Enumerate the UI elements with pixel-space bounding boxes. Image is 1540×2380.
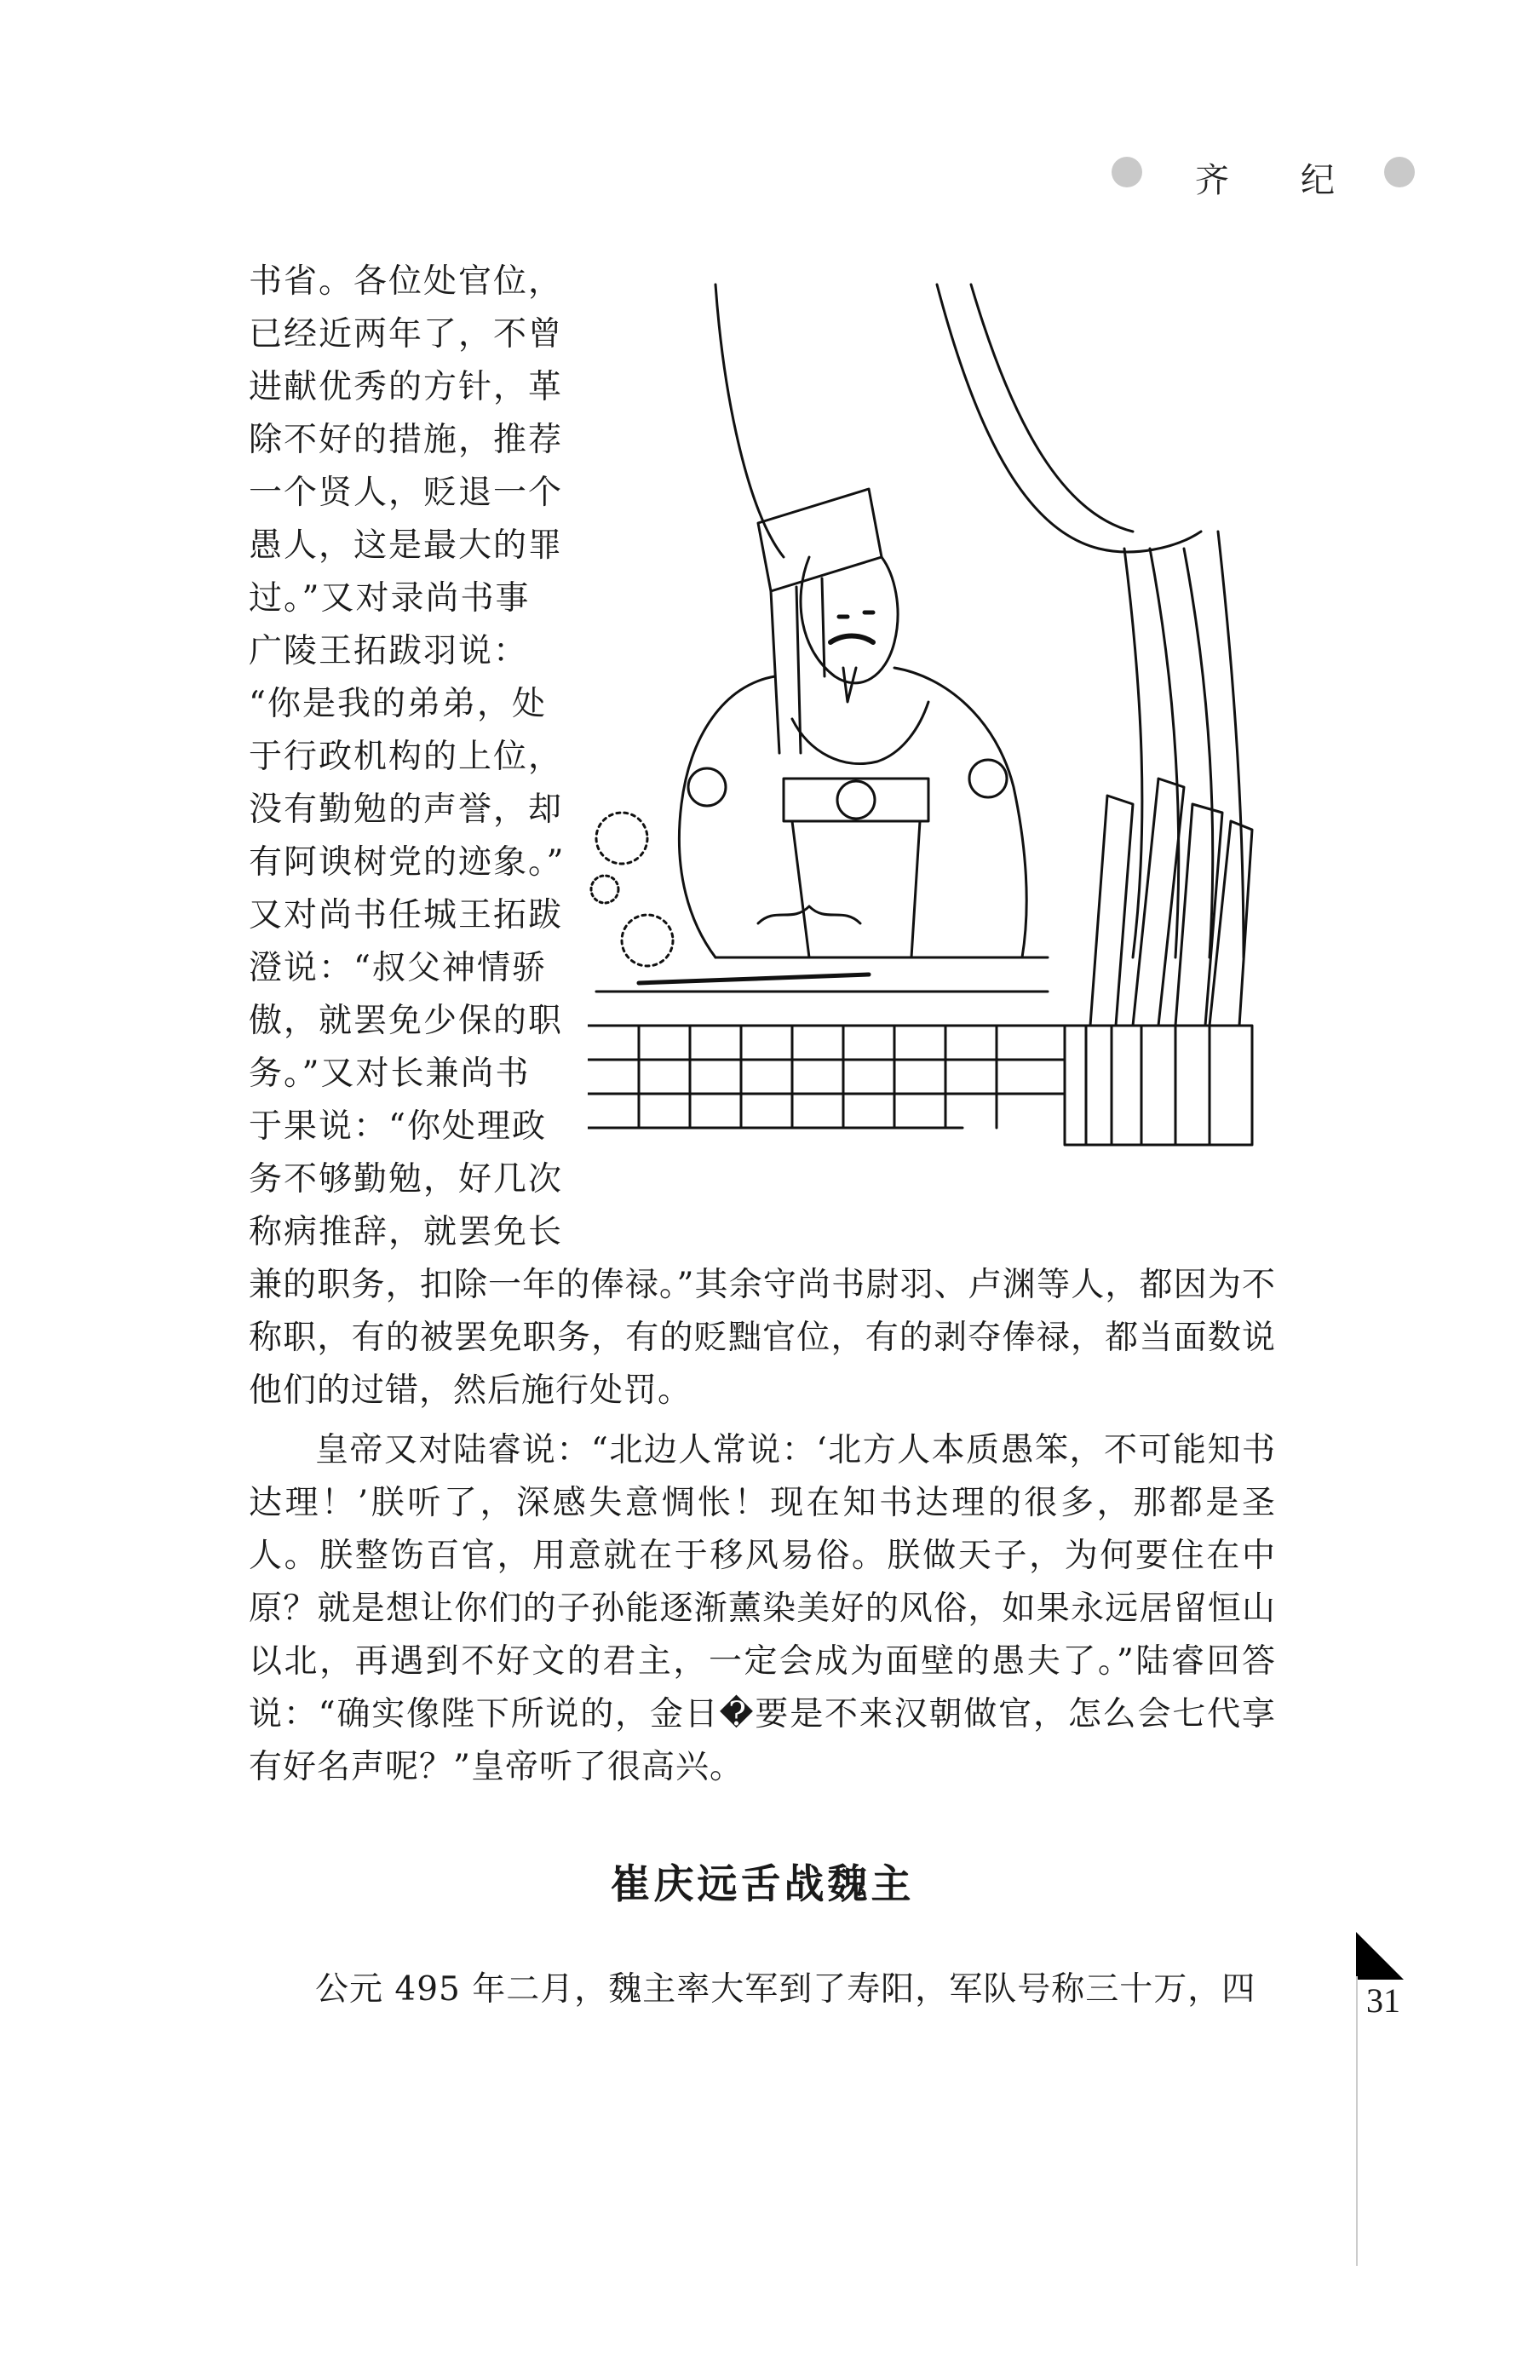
text-line: 愚人，这是最大的罪 [249,526,564,565]
text-line: 广陵王拓跋羽说： [249,632,529,670]
paragraph-3-wrap [249,1963,1276,2016]
text-line: 于果说：“你处理政 [249,1107,547,1146]
section-title: 崔庆远舌战魏主 [610,1861,915,1908]
paragraph-2: 皇帝又对陆睿说：“北边人常说：‘北方人本质愚笨，不可能知书达理！’朕听了，深感失意惆怅！现在知书达理的很多，那都是圣人。朕整饬百官，用意就在于移风易俗。朕做天子，为何要住在中原？就是想让你们的子孙能逐渐薰染美好的风俗，如果永远居留恒山以北，再遇到不好文的君主，一定会成为面壁的愚夫了。”陆睿回答说：“确实像陛下所说的，金日�要是不来汉朝做官，怎么会七代享有好名声呢？”皇帝听了很高兴。 [249,1431,1276,1786]
wrapped-column [249,256,572,1259]
text-line: 除不好的措施，推荐 [249,421,564,459]
emperor-illustration [588,276,1261,1162]
text-line: 有阿谀树党的迹象。” [249,843,566,882]
page-corner-marker [1356,1932,1404,1980]
text-line: 进献优秀的方针，革 [249,368,564,406]
text-line: 没有勤勉的声誉，却 [249,790,564,829]
text-line: 傲，就罢免少保的职 [249,1002,564,1040]
header-dot-left [1112,157,1142,187]
text-line: 书省。各位处官位， [249,262,564,301]
text-line: 务。”又对长兼尚书 [249,1055,531,1093]
running-header [1112,153,1418,204]
text-line: 一个贤人，贬退一个 [249,474,564,512]
paragraph-3: 公元 495 年二月，魏主率大军到了寿阳，军队号称三十万，四 [315,1970,1256,2009]
page-number: 31 [1366,1981,1400,2020]
text-line: 务不够勤勉，好几次 [249,1160,564,1199]
paragraph-1-tail: 兼的职务，扣除一年的俸禄。”其余守尚书尉羽、卢渊等人，都因为不称职，有的被罢免职务，有的贬黜官位，有的剥夺俸禄，都当面数说他们的过错，然后施行处罚。 [249,1266,1276,1410]
text-line: 又对尚书任城王拓跋 [249,896,564,934]
header-chapter-left: 齐 [1195,161,1229,200]
text-line: 过。”又对录尚书事 [249,579,531,618]
text-line: 称病推辞，就罢免长 [249,1213,564,1251]
text-line: 已经近两年了，不曾 [249,315,564,354]
text-line: 澄说：“叔父神情骄 [249,949,547,987]
header-chapter-right: 纪 [1301,161,1335,200]
margin-rule [1356,1976,1358,2266]
header-dot-right [1384,157,1415,187]
text-line: 于行政机构的上位， [249,738,564,776]
text-line: “你是我的弟弟，处 [249,685,547,723]
